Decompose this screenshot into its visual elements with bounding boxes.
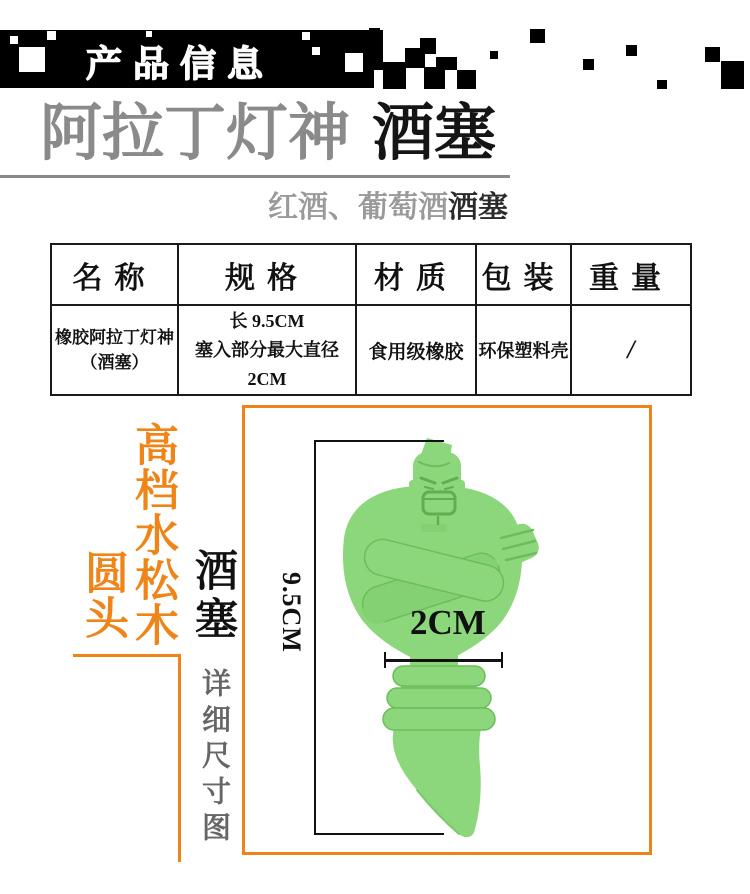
pixel-square — [626, 45, 637, 56]
spec-table-data-row — [51, 305, 691, 395]
page-title-product: 阿拉丁灯神 — [40, 100, 351, 168]
dim-cap-bottom — [314, 833, 444, 835]
feature-label-cork: 高档水松木 — [128, 422, 177, 647]
pixel-square — [10, 36, 18, 44]
cell-packaging: 环保塑料壳 — [476, 305, 571, 395]
pixel-square — [345, 53, 363, 72]
spec-diameter: 塞入部分最大直径2CM — [195, 339, 339, 389]
caption-size-chart: 详细尺寸图 — [198, 668, 230, 848]
divider-horizontal — [73, 654, 180, 657]
dim-tick-right — [501, 652, 503, 668]
spec-table-header-row — [51, 244, 691, 305]
col-header-weight: 重量 — [571, 244, 691, 305]
pixel-square — [705, 47, 720, 62]
product-label-stopper: 酒塞 — [189, 548, 236, 644]
spec-length: 长 9.5CM — [229, 311, 305, 331]
col-header-material: 材质 — [356, 244, 476, 305]
dim-line-height — [314, 441, 316, 835]
col-header-spec: 规格 — [178, 244, 356, 305]
col-header-packaging: 包装 — [476, 244, 571, 305]
divider-vertical — [178, 654, 181, 862]
cell-material: 食用级橡胶 — [356, 305, 476, 395]
page-title — [40, 100, 496, 168]
pixel-square — [47, 31, 56, 40]
page-subtitle — [0, 182, 508, 226]
feature-label-roundhead: 圆头 — [78, 550, 127, 640]
cell-weight: / — [571, 305, 691, 395]
product-name-line1: 橡胶阿拉丁灯神 — [55, 327, 174, 347]
pixel-square — [420, 38, 436, 54]
spec-table — [50, 243, 692, 396]
subtitle-usage: 红酒、葡萄酒 — [268, 191, 448, 224]
banner-title: 产品信息 — [86, 44, 275, 84]
pixel-square — [530, 29, 545, 43]
pixel-square — [424, 67, 445, 89]
cell-spec — [178, 305, 356, 395]
pixel-square — [457, 70, 476, 89]
dim-line-width — [385, 659, 503, 662]
subtitle-type: 酒塞 — [448, 191, 508, 224]
pixel-square — [312, 47, 320, 55]
pixel-square — [657, 80, 667, 89]
cell-product-name — [51, 305, 178, 395]
pixel-square — [721, 61, 744, 89]
pixel-square — [374, 70, 383, 88]
dim-cap-top — [314, 440, 444, 442]
pixel-square — [583, 59, 594, 70]
dim-height-label: 9.5CM — [277, 572, 306, 653]
pixel-square — [490, 51, 498, 59]
dim-width-label: 2CM — [410, 603, 486, 642]
pixel-square — [369, 28, 380, 37]
pixel-square — [19, 47, 45, 72]
pixel-square — [436, 57, 457, 70]
pixel-square — [383, 62, 406, 89]
pixel-square — [302, 32, 310, 40]
title-underline — [0, 175, 510, 178]
dim-tick-left — [384, 652, 386, 668]
col-header-name: 名称 — [51, 244, 178, 305]
product-name-line2: （酒塞） — [80, 353, 149, 373]
page-title-type: 酒塞 — [372, 100, 497, 168]
